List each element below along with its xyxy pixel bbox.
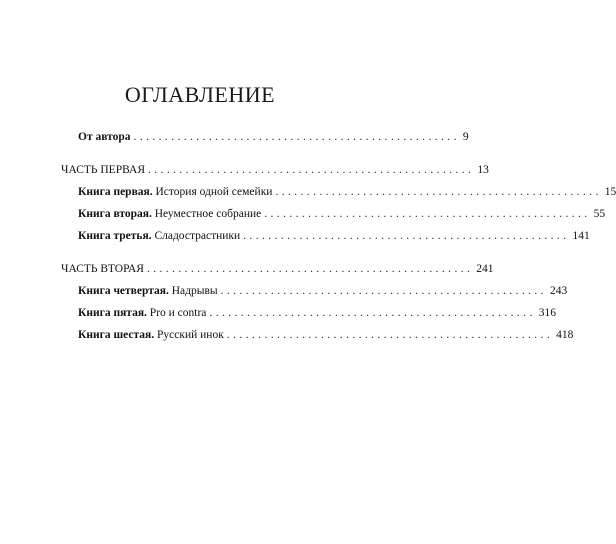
toc-entry-book-four bbox=[61, 285, 568, 298]
dot-leader: .................................................... bbox=[146, 263, 474, 275]
toc-entry-text: ЧАСТЬ ПЕРВАЯ bbox=[61, 164, 146, 176]
toc-page-number: 13 bbox=[477, 164, 489, 176]
toc-entry-text: ЧАСТЬ ВТОРАЯ bbox=[61, 263, 144, 275]
toc-entry-bold-label: Книга шестая. bbox=[78, 329, 155, 341]
toc-entry-part-two bbox=[61, 263, 494, 276]
dot-leader: .................................................... bbox=[243, 230, 570, 242]
toc-entry-bold-label: Книга четвертая. bbox=[78, 285, 169, 297]
toc-entry-book-three bbox=[61, 230, 590, 243]
toc-entry-text: Русский инок bbox=[154, 329, 224, 341]
toc-entry-book-two bbox=[61, 208, 606, 221]
toc-entry-bold-label: От автора bbox=[78, 131, 131, 143]
dot-leader: .................................................... bbox=[133, 131, 460, 143]
dot-leader: .................................................... bbox=[148, 164, 475, 176]
toc-entry-text: История одной семейки bbox=[152, 186, 273, 198]
toc-entry-text: Pro и contra bbox=[146, 307, 207, 319]
toc-page-number: 243 bbox=[549, 285, 568, 297]
toc-page-number: 418 bbox=[556, 329, 574, 341]
table-of-contents bbox=[61, 131, 616, 351]
toc-entry-text: Неуместное собрание bbox=[151, 208, 262, 220]
toc-entry-part-one bbox=[61, 164, 489, 177]
toc-entry-bold-label: Книга третья. bbox=[78, 230, 152, 242]
toc-page-number: 9 bbox=[462, 131, 469, 143]
toc-entry-label bbox=[78, 329, 224, 342]
toc-page-number: 55 bbox=[593, 208, 606, 220]
section-gap bbox=[61, 252, 346, 263]
toc-entry-book-one bbox=[61, 186, 616, 199]
dot-leader: .................................................... bbox=[275, 186, 602, 198]
dot-leader: .................................................... bbox=[264, 208, 591, 220]
toc-page-number: 141 bbox=[572, 230, 590, 242]
toc-entry-label bbox=[78, 131, 131, 144]
toc-entry-label bbox=[61, 164, 145, 177]
toc-entry-text: Надрывы bbox=[168, 285, 218, 297]
toc-entry-bold-label: Книга вторая. bbox=[78, 208, 152, 220]
toc-entry-author-preface bbox=[61, 131, 469, 144]
toc-entry-label bbox=[78, 230, 240, 243]
toc-entry-text: Сладострастники bbox=[151, 230, 241, 242]
toc-entry-bold-label: Книга пятая. bbox=[78, 307, 147, 319]
toc-page-number: 316 bbox=[538, 307, 556, 319]
toc-page-number: 15 bbox=[604, 186, 616, 198]
toc-page-number: 241 bbox=[476, 263, 494, 275]
dot-leader: .................................................... bbox=[220, 285, 547, 297]
page-title: ОГЛАВЛЕНИЕ bbox=[124, 82, 276, 107]
toc-entry-label bbox=[78, 285, 218, 298]
toc-entry-book-five bbox=[61, 307, 556, 320]
toc-entry-book-six bbox=[61, 329, 574, 342]
dot-leader: .................................................... bbox=[209, 307, 536, 319]
dot-leader: .................................................... bbox=[226, 329, 554, 341]
toc-entry-label bbox=[61, 263, 144, 276]
toc-entry-label bbox=[78, 307, 206, 320]
toc-entry-label bbox=[78, 186, 272, 199]
toc-entry-label bbox=[78, 208, 261, 221]
toc-entry-bold-label: Книга первая. bbox=[78, 186, 153, 198]
section-gap bbox=[61, 153, 346, 164]
